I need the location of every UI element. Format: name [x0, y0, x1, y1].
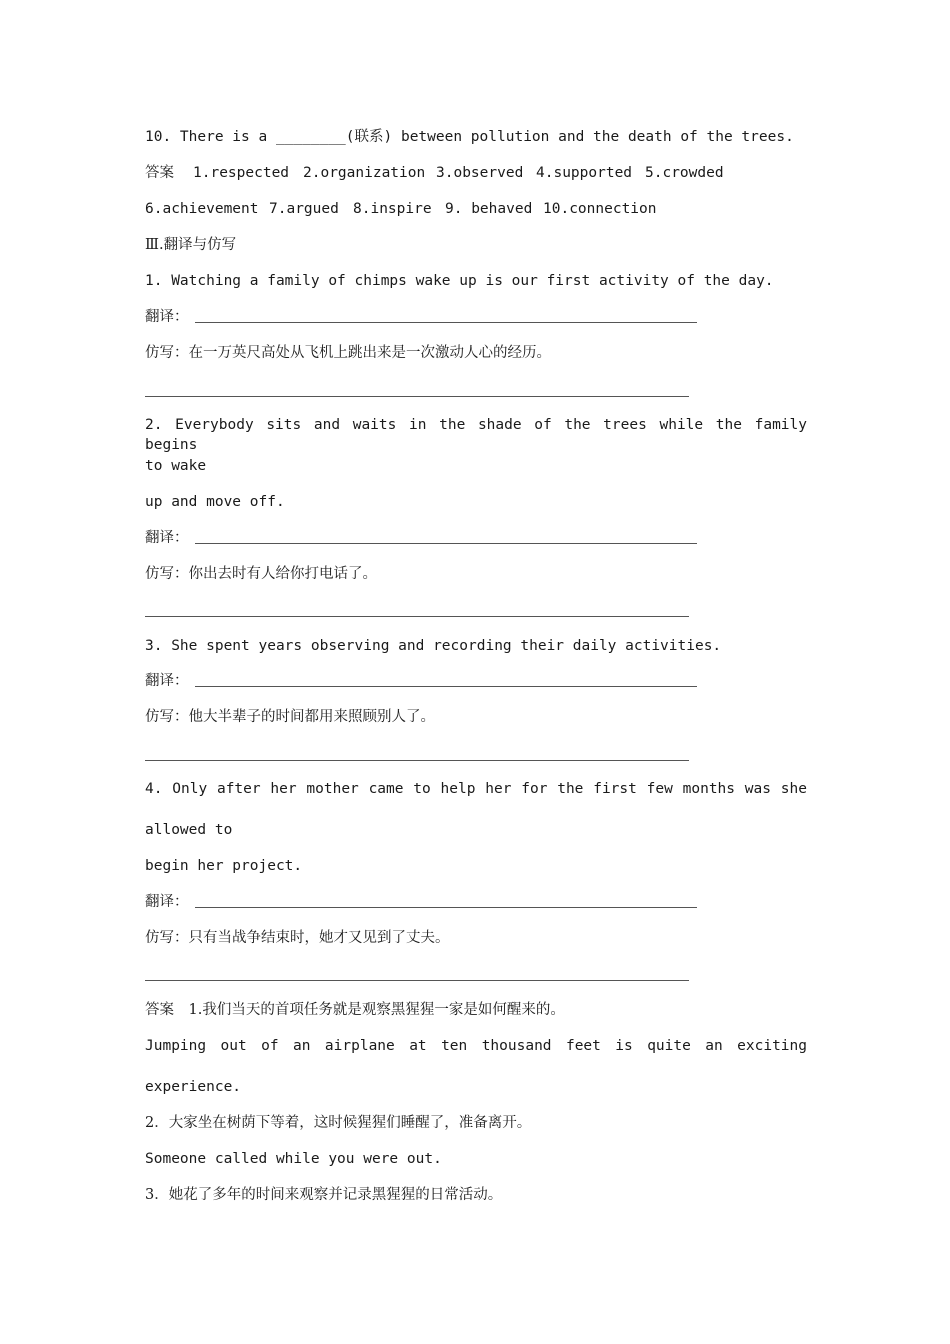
answer-blank-line — [195, 907, 697, 908]
exercise-4-imitate: 仿写：只有当战争结束时，她才又见到了丈夫。 — [145, 930, 450, 946]
vocab-answer: 1.respected — [193, 165, 290, 181]
answer-2-cn: 2．大家坐在树荫下等着，这时候猩猩们睡醒了，准备离开。 — [145, 1115, 532, 1131]
exercise-1-imitate: 仿写：在一万英尺高处从飞机上跳出来是一次激动人心的经历。 — [145, 345, 551, 361]
exercise-1-sentence: 1. Watching a family of chimps wake up is our first activity of the day. — [145, 273, 774, 289]
exercise-3-sentence: 3. She spent years observing and recording their daily activities. — [145, 638, 722, 654]
translate-label: 翻译： — [145, 309, 189, 325]
translate-label: 翻译： — [145, 530, 189, 546]
exercise-2-sentence-line2: to wake — [145, 458, 207, 474]
vocab-answer: 3.observed — [436, 165, 524, 181]
answer-1-en-line2: experience. — [145, 1079, 242, 1095]
exercise-3-translate-line — [145, 671, 697, 691]
vocab-answer: 8.inspire — [353, 201, 432, 217]
exercise-4-translate-line — [145, 892, 697, 912]
vocab-answers-row2 — [145, 199, 807, 219]
answer-blank-line — [145, 760, 689, 761]
exercise-1-translate-line — [145, 307, 697, 327]
vocab-answer: 5.crowded — [645, 165, 724, 181]
answer-1-en-line1: Jumping out of an airplane at ten thousand feet is quite an exciting — [145, 1038, 807, 1054]
exercise-4-sentence-line3: begin her project. — [145, 858, 303, 874]
vocab-answer: 4.supported — [536, 165, 633, 181]
translate-label: 翻译： — [145, 673, 189, 689]
vocab-item-10: 10. There is a ________(联系) between pollution and the death of the trees. — [145, 129, 794, 145]
answer-blank-line — [195, 543, 697, 544]
vocab-answer: 6.achievement — [145, 201, 259, 217]
answer-3-cn: 3．她花了多年的时间来观察并记录黑猩猩的日常活动。 — [145, 1187, 503, 1203]
exercise-4-sentence-line2: allowed to — [145, 822, 233, 838]
vocab-answer: 9. behaved — [445, 201, 533, 217]
answer-blank-line — [145, 616, 689, 617]
exercise-2-sentence-line1: 2. Everybody sits and waits in the shade of the trees while the family begins — [145, 417, 807, 453]
vocab-answer: 2.organization — [303, 165, 426, 181]
answer-2-en: Someone called while you were out. — [145, 1151, 442, 1167]
exercise-2-sentence-line3: up and move off. — [145, 494, 285, 510]
answer-blank-line — [195, 322, 697, 323]
vocab-answer: 10.connection — [543, 201, 657, 217]
vocab-answer: 7.argued — [269, 201, 339, 217]
answer-blank-line — [145, 396, 689, 397]
answer-1-cn: 答案 1.我们当天的首项任务就是观察黑猩猩一家是如何醒来的。 — [145, 1002, 565, 1018]
exercise-2-translate-line — [145, 528, 697, 548]
exercise-4-sentence-line1: 4. Only after her mother came to help her for the first few months was she — [145, 781, 807, 797]
answer-label: 答案 — [145, 165, 174, 181]
answer-blank-line — [145, 980, 689, 981]
vocab-answers-row1 — [145, 163, 807, 183]
exercise-2-imitate: 仿写：你出去时有人给你打电话了。 — [145, 566, 377, 582]
answer-blank-line — [195, 686, 697, 687]
translate-label: 翻译： — [145, 894, 189, 910]
section-title: Ⅲ.翻译与仿写 — [145, 237, 237, 253]
exercise-3-imitate: 仿写：他大半辈子的时间都用来照顾别人了。 — [145, 709, 435, 725]
